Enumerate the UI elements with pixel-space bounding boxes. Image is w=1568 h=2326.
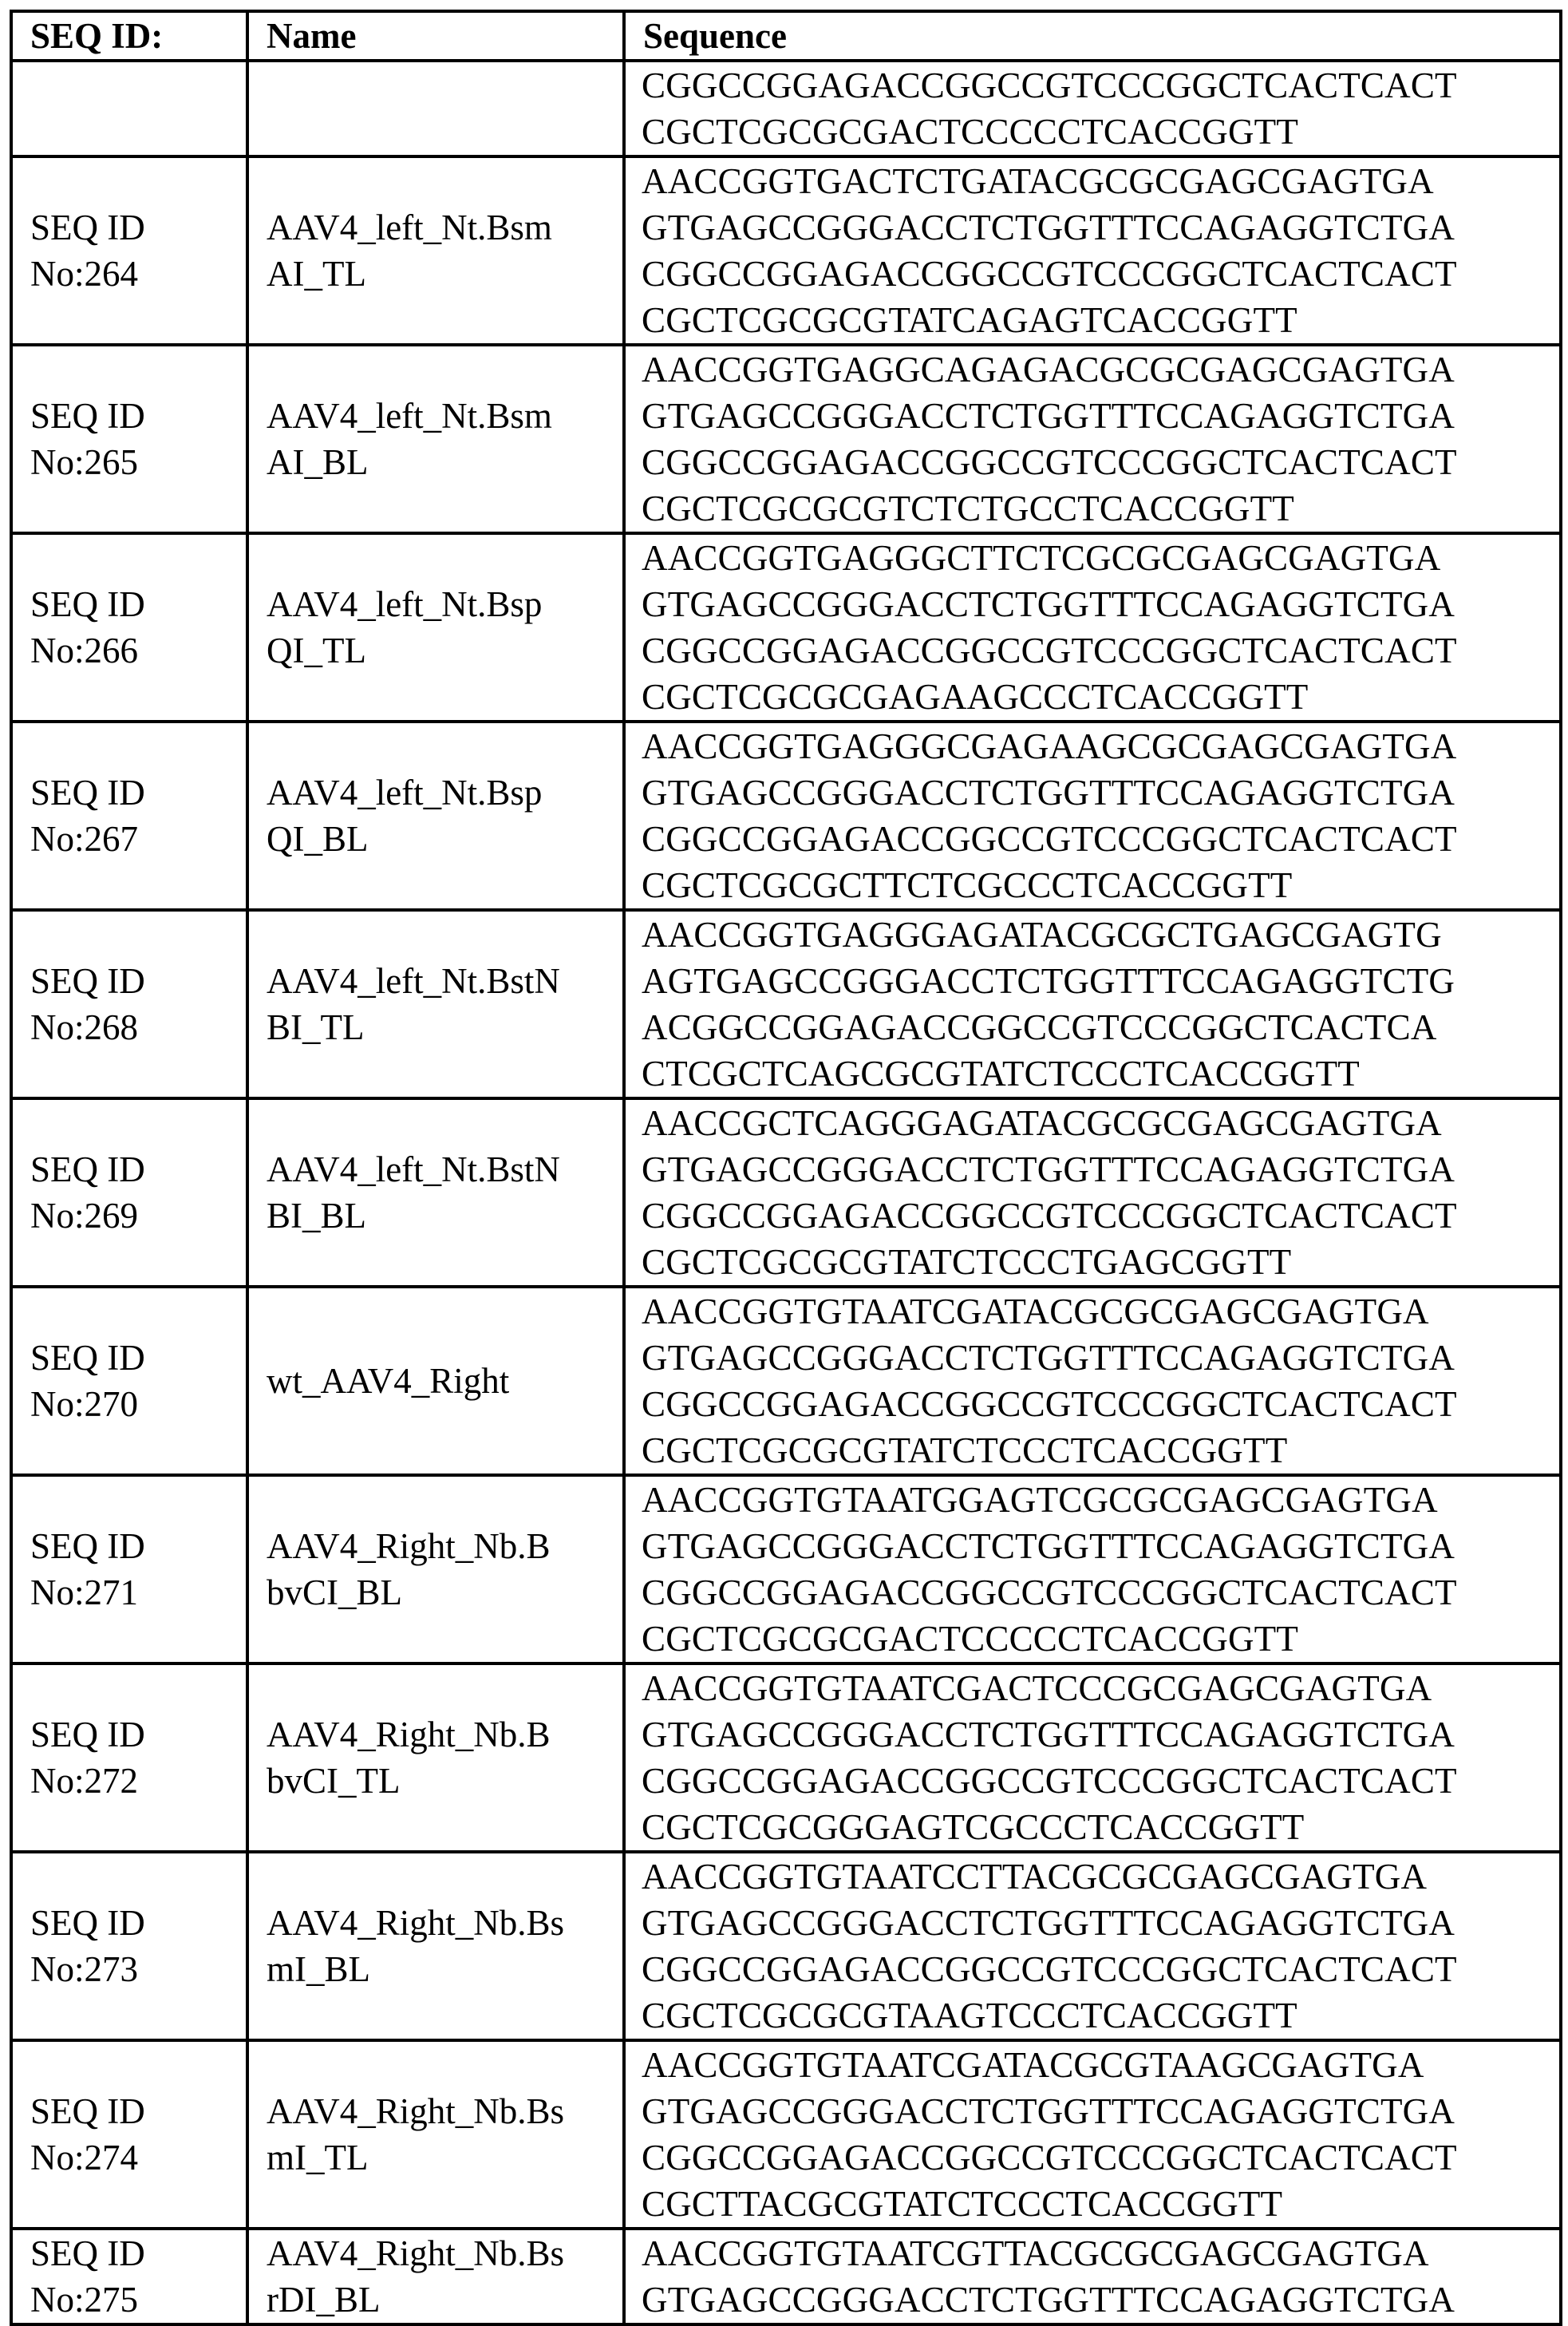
seq-id-line: No:271: [30, 1569, 246, 1616]
seq-id-line: SEQ ID: [30, 1335, 246, 1381]
seq-id-line: SEQ ID: [30, 581, 246, 627]
sequence-line: CGCTCGCGCGACTCCCCCTCACCGGTT: [642, 109, 1559, 155]
name-line: AAV4_left_Nt.Bsp: [267, 581, 622, 627]
name-line: BI_BL: [267, 1193, 622, 1239]
sequence-cell: [624, 2229, 1561, 2324]
table-row: [11, 61, 1561, 156]
name-line: AAV4_left_Nt.BstN: [267, 1146, 622, 1193]
name-line: bvCI_TL: [267, 1758, 622, 1804]
sequence-line: ACGGCCGGAGACCGGCCGTCCCGGCTCACTCA: [642, 1004, 1559, 1050]
table-row: [11, 156, 1561, 345]
sequence-cell: [624, 1852, 1561, 2040]
name-cell: [247, 533, 624, 722]
seq-id-line: SEQ ID: [30, 2230, 246, 2277]
seq-id-cell: [11, 1852, 247, 2040]
sequence-line: CGCTCGCGCGAGAAGCCCTCACCGGTT: [642, 674, 1559, 720]
sequence-line: CGCTCGCGCTTCTCGCCCTCACCGGTT: [642, 862, 1559, 908]
sequence-line: CGGCCGGAGACCGGCCGTCCCGGCTCACTCACT: [642, 62, 1559, 109]
sequence-cell: [624, 1098, 1561, 1287]
name-line: QI_BL: [267, 816, 622, 862]
table-row: [11, 1287, 1561, 1475]
sequence-line: CGGCCGGAGACCGGCCGTCCCGGCTCACTCACT: [642, 627, 1559, 674]
sequence-line: AACCGGTGTAATCCTTACGCGCGAGCGAGTGA: [642, 1853, 1559, 1900]
sequence-line: CGGCCGGAGACCGGCCGTCCCGGCTCACTCACT: [642, 816, 1559, 862]
seq-id-line: No:265: [30, 439, 246, 485]
name-cell: [247, 2229, 624, 2324]
sequence-line: AACCGGTGAGGGAGATACGCGCTGAGCGAGTG: [642, 912, 1559, 958]
seq-id-line: No:266: [30, 627, 246, 674]
sequence-line: CGCTCGCGCGTAAGTCCCTCACCGGTT: [642, 1992, 1559, 2039]
table-row: [11, 1663, 1561, 1852]
seq-id-line: No:268: [30, 1004, 246, 1050]
sequence-line: GTGAGCCGGGACCTCTGGTTTCCAGAGGTCTGA: [642, 393, 1559, 439]
seq-id-line: No:272: [30, 1758, 246, 1804]
sequence-line: CGGCCGGAGACCGGCCGTCCCGGCTCACTCACT: [642, 1569, 1559, 1616]
sequence-cell: [624, 1287, 1561, 1475]
name-line: AAV4_Right_Nb.B: [267, 1711, 622, 1758]
seq-id-line: No:273: [30, 1946, 246, 1992]
sequence-cell: [624, 1663, 1561, 1852]
sequence-line: GTGAGCCGGGACCTCTGGTTTCCAGAGGTCTGA: [642, 1711, 1559, 1758]
sequence-line: GTGAGCCGGGACCTCTGGTTTCCAGAGGTCTGA: [642, 1523, 1559, 1569]
seq-id-cell: [11, 1287, 247, 1475]
sequence-line: CTCGCTCAGCGCGTATCTCCCTCACCGGTT: [642, 1050, 1559, 1097]
name-cell: [247, 910, 624, 1098]
seq-id-line: No:264: [30, 251, 246, 297]
sequence-line: CGCTTACGCGTATCTCCCTCACCGGTT: [642, 2181, 1559, 2227]
seq-id-line: No:274: [30, 2134, 246, 2181]
name-cell: [247, 61, 624, 156]
name-line: AAV4_left_Nt.Bsp: [267, 769, 622, 816]
sequence-line: AACCGGTGTAATCGTTACGCGCGAGCGAGTGA: [642, 2230, 1559, 2277]
sequence-line: CGCTCGCGCGTATCTCCCTGAGCGGTT: [642, 1239, 1559, 1285]
sequence-line: CGGCCGGAGACCGGCCGTCCCGGCTCACTCACT: [642, 1381, 1559, 1427]
sequence-line: AACCGGTGACTCTGATACGCGCGAGCGAGTGA: [642, 158, 1559, 204]
seq-id-cell: [11, 1098, 247, 1287]
name-cell: [247, 1663, 624, 1852]
name-line: AAV4_left_Nt.BstN: [267, 958, 622, 1004]
name-line: mI_BL: [267, 1946, 622, 1992]
seq-id-line: No:275: [30, 2277, 246, 2323]
seq-id-cell: [11, 2040, 247, 2229]
sequence-line: CGGCCGGAGACCGGCCGTCCCGGCTCACTCACT: [642, 1193, 1559, 1239]
seq-id-line: SEQ ID: [30, 769, 246, 816]
name-line: AAV4_Right_Nb.Bs: [267, 2230, 622, 2277]
sequence-line: CGCTCGCGCGTATCTCCCTCACCGGTT: [642, 1427, 1559, 1474]
name-cell: [247, 1098, 624, 1287]
table-row: [11, 1475, 1561, 1663]
seq-id-line: SEQ ID: [30, 1711, 246, 1758]
name-line: AAV4_left_Nt.Bsm: [267, 204, 622, 251]
sequence-line: AACCGGTGAGGCAGAGACGCGCGAGCGAGTGA: [642, 346, 1559, 393]
seq-id-line: SEQ ID: [30, 1146, 246, 1193]
name-cell: [247, 722, 624, 910]
sequence-line: CGGCCGGAGACCGGCCGTCCCGGCTCACTCACT: [642, 2134, 1559, 2181]
sequence-cell: [624, 1475, 1561, 1663]
sequence-line: GTGAGCCGGGACCTCTGGTTTCCAGAGGTCTGA: [642, 581, 1559, 627]
header-seq-id: SEQ ID:: [11, 11, 247, 61]
sequence-cell: [624, 61, 1561, 156]
sequence-line: CGCTCGCGCGACTCCCCCTCACCGGTT: [642, 1616, 1559, 1662]
seq-id-line: No:270: [30, 1381, 246, 1427]
table-row: [11, 2229, 1561, 2324]
seq-id-line: SEQ ID: [30, 2088, 246, 2134]
header-sequence: Sequence: [624, 11, 1561, 61]
sequence-line: AACCGGTGAGGGCTTCTCGCGCGAGCGAGTGA: [642, 535, 1559, 581]
sequence-line: CGCTCGCGCGTATCAGAGTCACCGGTT: [642, 297, 1559, 343]
table-row: [11, 722, 1561, 910]
sequence-line: GTGAGCCGGGACCTCTGGTTTCCAGAGGTCTGA: [642, 204, 1559, 251]
seq-id-cell: [11, 910, 247, 1098]
table-row: [11, 1098, 1561, 1287]
sequence-line: AACCGGTGTAATCGATACGCGCGAGCGAGTGA: [642, 1288, 1559, 1335]
seq-id-line: No:267: [30, 816, 246, 862]
name-line: AI_TL: [267, 251, 622, 297]
name-cell: [247, 156, 624, 345]
sequence-line: CGCTCGCGGGAGTCGCCCTCACCGGTT: [642, 1804, 1559, 1850]
sequence-line: GTGAGCCGGGACCTCTGGTTTCCAGAGGTCTGA: [642, 1146, 1559, 1193]
sequence-line: CGGCCGGAGACCGGCCGTCCCGGCTCACTCACT: [642, 1758, 1559, 1804]
sequence-cell: [624, 2040, 1561, 2229]
sequence-line: AACCGGTGTAATCGATACGCGTAAGCGAGTGA: [642, 2042, 1559, 2088]
name-cell: [247, 1475, 624, 1663]
name-cell: [247, 1287, 624, 1475]
seq-id-line: SEQ ID: [30, 958, 246, 1004]
seq-id-cell: [11, 533, 247, 722]
sequence-line: AACCGGTGTAATCGACTCCCGCGAGCGAGTGA: [642, 1665, 1559, 1711]
sequence-line: GTGAGCCGGGACCTCTGGTTTCCAGAGGTCTGA: [642, 2277, 1559, 2323]
header-name: Name: [247, 11, 624, 61]
sequence-line: GTGAGCCGGGACCTCTGGTTTCCAGAGGTCTGA: [642, 1335, 1559, 1381]
sequence-line: GTGAGCCGGGACCTCTGGTTTCCAGAGGTCTGA: [642, 1900, 1559, 1946]
seq-id-cell: [11, 1663, 247, 1852]
table-row: [11, 1852, 1561, 2040]
name-line: AI_BL: [267, 439, 622, 485]
name-line: wt_AAV4_Right: [267, 1358, 622, 1404]
header-row: [11, 11, 1561, 61]
seq-id-cell: [11, 61, 247, 156]
sequence-line: CGGCCGGAGACCGGCCGTCCCGGCTCACTCACT: [642, 1946, 1559, 1992]
sequence-cell: [624, 156, 1561, 345]
name-cell: [247, 1852, 624, 2040]
name-line: mI_TL: [267, 2134, 622, 2181]
seq-id-cell: [11, 722, 247, 910]
seq-id-cell: [11, 156, 247, 345]
sequence-line: AACCGCTCAGGGAGATACGCGCGAGCGAGTGA: [642, 1100, 1559, 1146]
name-line: QI_TL: [267, 627, 622, 674]
sequence-table: [10, 10, 1562, 2326]
name-line: AAV4_left_Nt.Bsm: [267, 393, 622, 439]
seq-id-cell: [11, 345, 247, 533]
name-line: AAV4_Right_Nb.Bs: [267, 1900, 622, 1946]
sequence-line: AACCGGTGTAATGGAGTCGCGCGAGCGAGTGA: [642, 1477, 1559, 1523]
sequence-cell: [624, 533, 1561, 722]
table-row: [11, 533, 1561, 722]
name-line: rDI_BL: [267, 2277, 622, 2323]
sequence-line: CGGCCGGAGACCGGCCGTCCCGGCTCACTCACT: [642, 439, 1559, 485]
name-line: AAV4_Right_Nb.Bs: [267, 2088, 622, 2134]
seq-id-cell: [11, 1475, 247, 1663]
seq-id-line: SEQ ID: [30, 204, 246, 251]
name-cell: [247, 2040, 624, 2229]
seq-id-cell: [11, 2229, 247, 2324]
seq-id-line: SEQ ID: [30, 1900, 246, 1946]
name-line: bvCI_BL: [267, 1569, 622, 1616]
sequence-line: AGTGAGCCGGGACCTCTGGTTTCCAGAGGTCTG: [642, 958, 1559, 1004]
name-cell: [247, 345, 624, 533]
seq-id-line: SEQ ID: [30, 393, 246, 439]
sequence-line: GTGAGCCGGGACCTCTGGTTTCCAGAGGTCTGA: [642, 2088, 1559, 2134]
table-row: [11, 345, 1561, 533]
name-line: AAV4_Right_Nb.B: [267, 1523, 622, 1569]
table-row: [11, 910, 1561, 1098]
sequence-cell: [624, 910, 1561, 1098]
seq-id-line: SEQ ID: [30, 1523, 246, 1569]
sequence-cell: [624, 722, 1561, 910]
seq-id-line: No:269: [30, 1193, 246, 1239]
sequence-cell: [624, 345, 1561, 533]
sequence-line: GTGAGCCGGGACCTCTGGTTTCCAGAGGTCTGA: [642, 769, 1559, 816]
name-line: BI_TL: [267, 1004, 622, 1050]
sequence-line: AACCGGTGAGGGCGAGAAGCGCGAGCGAGTGA: [642, 723, 1559, 769]
sequence-line: CGCTCGCGCGTCTCTGCCTCACCGGTT: [642, 485, 1559, 532]
sequence-line: CGGCCGGAGACCGGCCGTCCCGGCTCACTCACT: [642, 251, 1559, 297]
table-row: [11, 2040, 1561, 2229]
